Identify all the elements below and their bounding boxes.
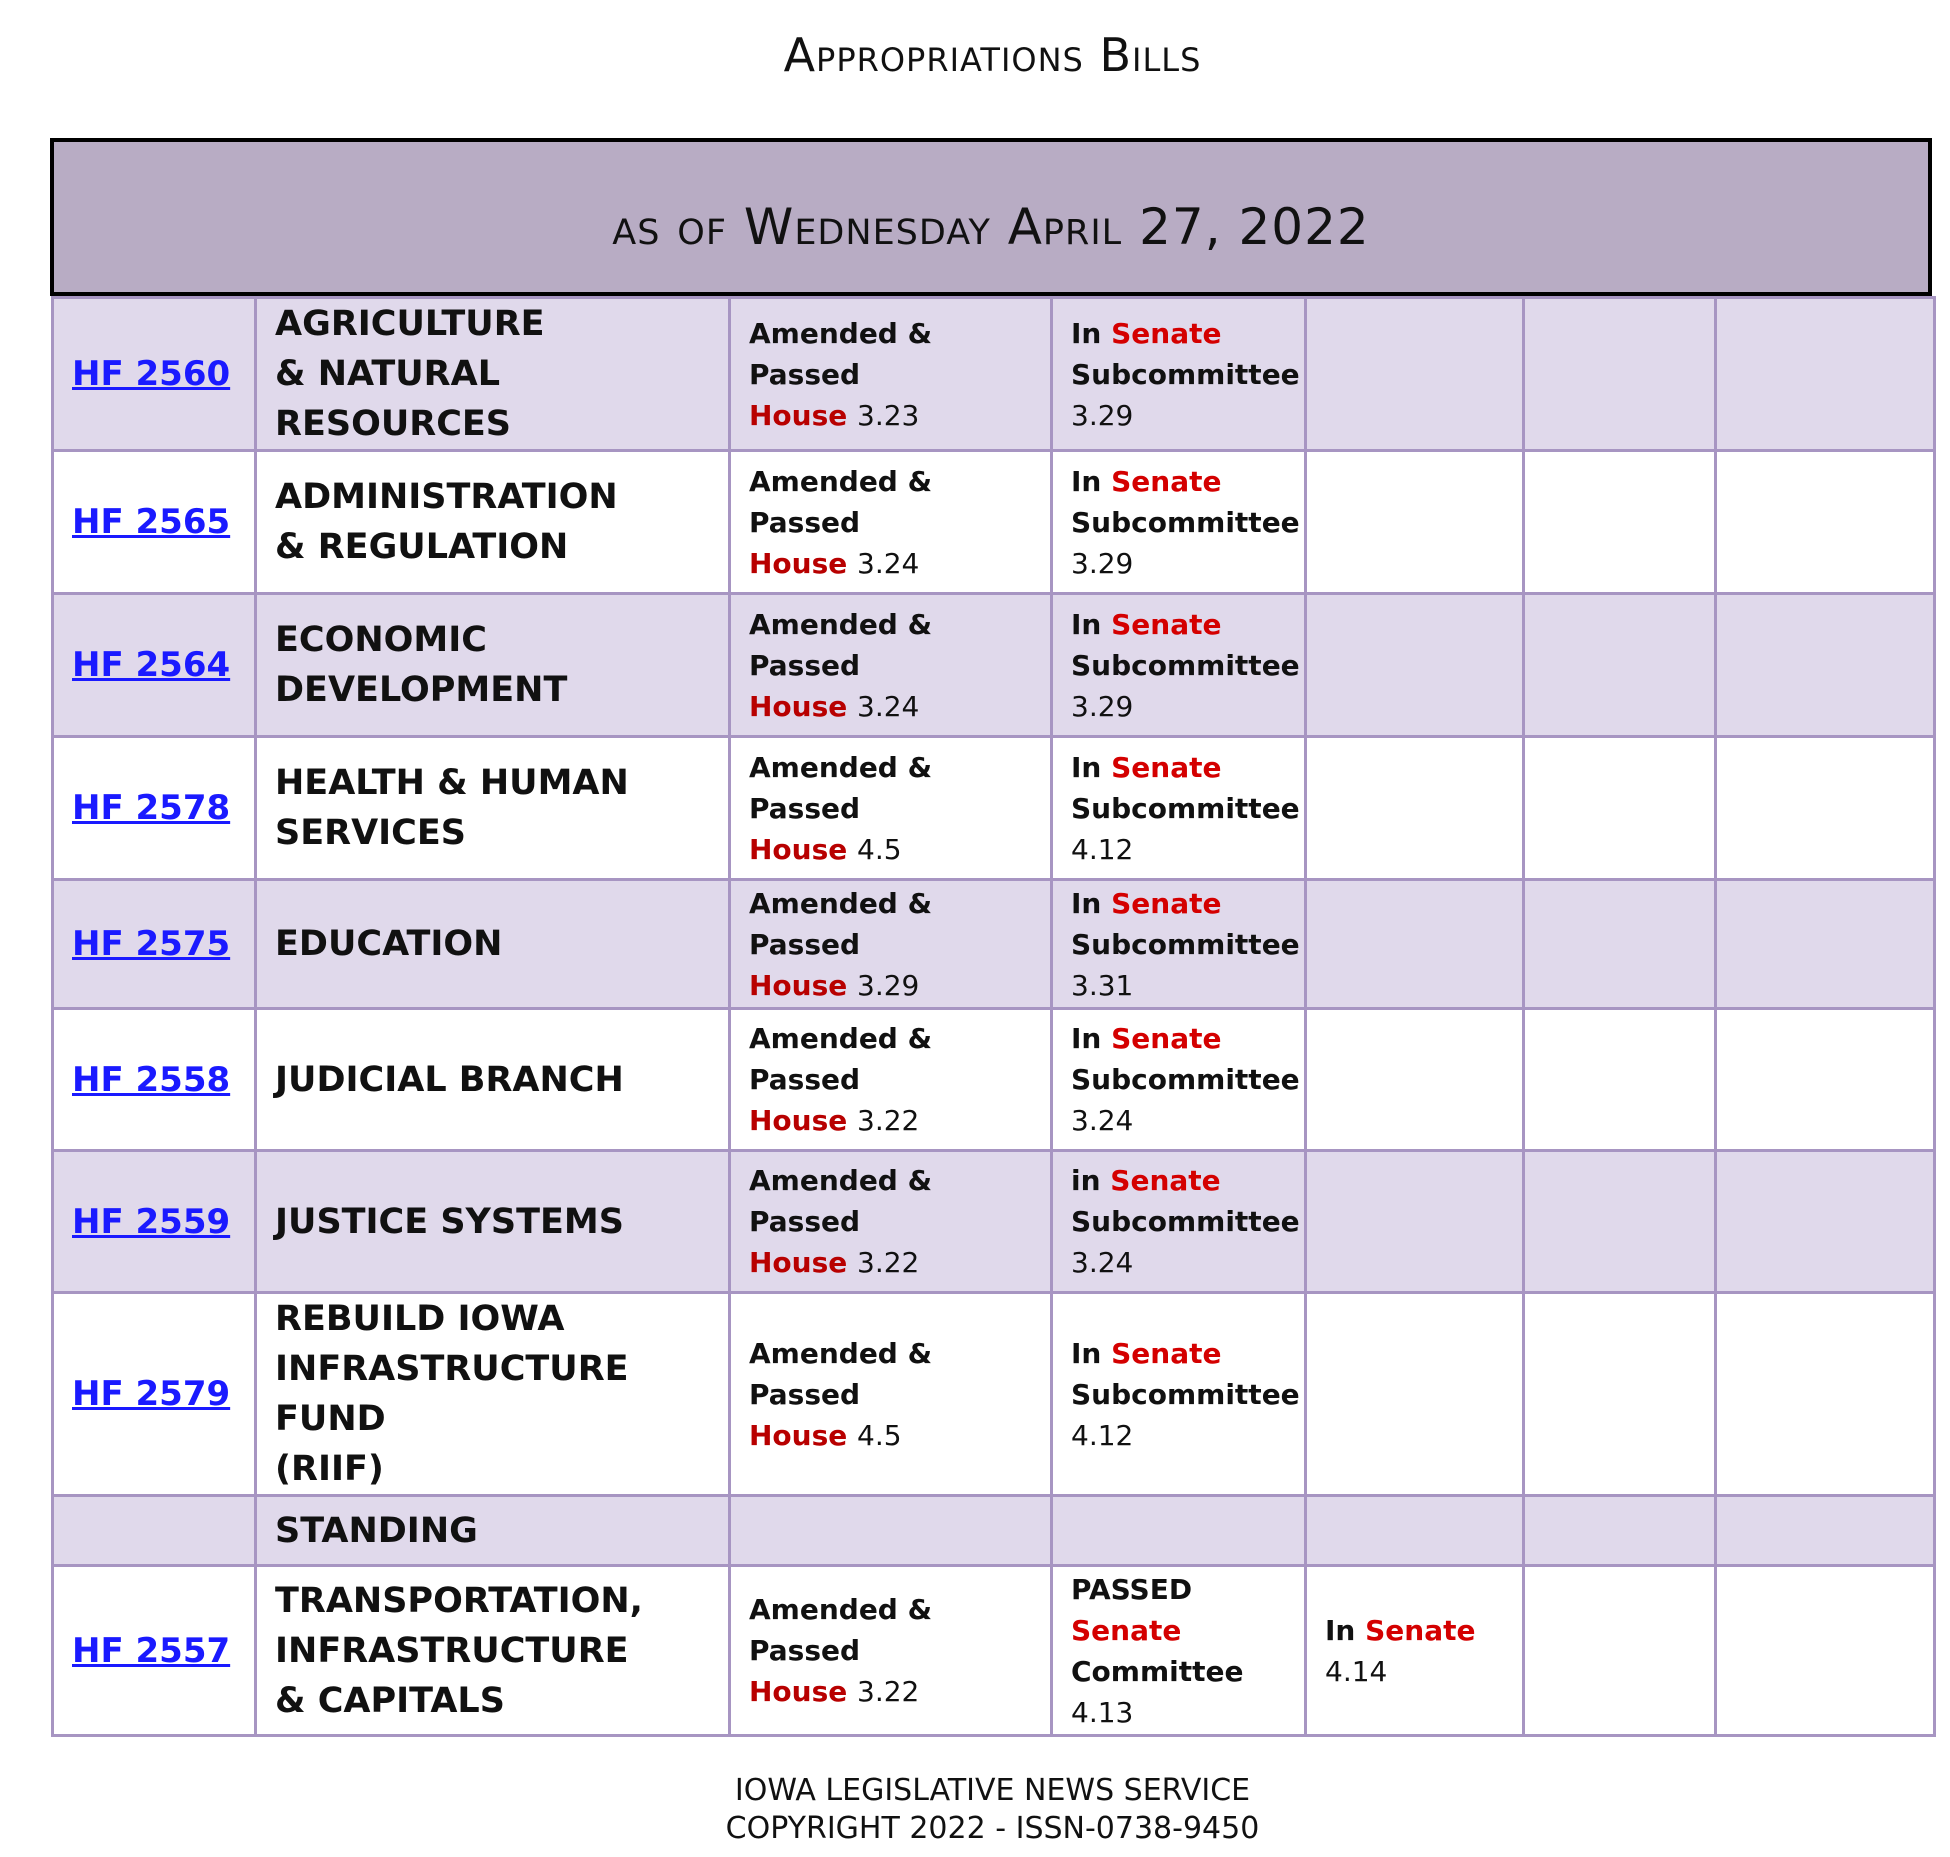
senate-date: 3.31 xyxy=(1071,968,1134,1002)
senate-date: 3.24 xyxy=(1071,1104,1134,1137)
bill-number-cell xyxy=(53,1293,256,1496)
senate-status-cell xyxy=(1052,880,1306,1009)
house-date: 3.23 xyxy=(857,398,920,432)
senate-label: Senate xyxy=(1111,316,1222,350)
empty-cell xyxy=(1524,880,1716,1009)
house-date: 3.24 xyxy=(857,546,920,580)
standing-row xyxy=(53,1496,1935,1566)
empty-cell xyxy=(1716,298,1935,451)
empty-cell xyxy=(1524,1009,1716,1151)
senate-stage: Subcommittee xyxy=(1071,648,1300,682)
bill-link[interactable]: HF 2564 xyxy=(72,645,231,685)
floor-date: 4.14 xyxy=(1325,1654,1388,1688)
senate-label: Senate xyxy=(1071,1613,1182,1647)
committee-cell xyxy=(256,1566,730,1736)
house-action: Amended & Passed xyxy=(749,316,933,391)
bill-link[interactable]: HF 2579 xyxy=(72,1374,231,1414)
empty-cell xyxy=(1306,1009,1524,1151)
house-status-cell xyxy=(730,1151,1052,1293)
bill-number-cell xyxy=(53,594,256,737)
empty-cell xyxy=(1524,1566,1716,1736)
bill-link[interactable]: HF 2558 xyxy=(72,1059,231,1100)
table-row xyxy=(53,880,1935,1009)
empty-cell xyxy=(1716,1009,1935,1151)
empty-cell xyxy=(53,1496,256,1566)
committee-line: & CAPITALS xyxy=(275,1680,505,1721)
bill-link[interactable]: HF 2575 xyxy=(72,924,231,964)
senate-date: 3.29 xyxy=(1071,689,1134,723)
table-row xyxy=(53,1293,1935,1496)
empty-cell xyxy=(1524,451,1716,594)
committee-line: & NATURAL RESOURCES xyxy=(275,354,511,444)
empty-cell xyxy=(1716,1496,1935,1566)
house-status-cell xyxy=(730,737,1052,880)
house-status-cell xyxy=(730,451,1052,594)
senate-prefix: In xyxy=(1071,750,1102,784)
floor-label: Senate xyxy=(1365,1613,1476,1647)
empty-cell xyxy=(1524,1293,1716,1496)
empty-cell xyxy=(1716,1566,1935,1736)
committee-line: ADMINISTRATION xyxy=(275,477,618,517)
committee-cell xyxy=(256,737,730,880)
senate-date: 3.29 xyxy=(1071,398,1134,432)
senate-prefix: In xyxy=(1071,886,1102,920)
bills-table xyxy=(51,296,1936,1737)
senate-label: Senate xyxy=(1111,464,1222,498)
senate-label: Senate xyxy=(1111,750,1222,784)
empty-cell xyxy=(1306,1151,1524,1293)
empty-cell xyxy=(730,1496,1052,1566)
committee-cell xyxy=(256,1293,730,1496)
senate-stage: Subcommittee xyxy=(1071,1205,1300,1238)
house-action: Amended & Passed xyxy=(749,1593,933,1667)
senate-label: Senate xyxy=(1111,1022,1222,1055)
senate-stage: Subcommittee xyxy=(1071,927,1300,961)
senate-prefix: PASSED xyxy=(1071,1572,1193,1606)
committee-cell xyxy=(256,1009,730,1151)
page-title: Appropriations Bills xyxy=(783,28,1202,82)
senate-prefix: In xyxy=(1071,607,1102,641)
bill-number-cell xyxy=(53,880,256,1009)
house-label: House xyxy=(749,1246,848,1279)
house-date: 3.22 xyxy=(857,1104,920,1137)
committee-line: JUDICIAL BRANCH xyxy=(275,1059,624,1100)
senate-status-cell xyxy=(1052,594,1306,737)
footer-line: IOWA LEGISLATIVE NEWS SERVICE xyxy=(734,1773,1251,1808)
empty-cell xyxy=(1524,594,1716,737)
empty-cell xyxy=(1306,451,1524,594)
senate-stage: Subcommittee xyxy=(1071,505,1300,539)
as-of-date: as of Wednesday April 27, 2022 xyxy=(612,198,1370,256)
senate-status-cell xyxy=(1052,298,1306,451)
house-status-cell xyxy=(730,594,1052,737)
empty-cell xyxy=(1052,1496,1306,1566)
house-label: House xyxy=(749,968,848,1002)
table-row xyxy=(53,737,1935,880)
house-date: 3.22 xyxy=(857,1675,920,1708)
house-date: 3.29 xyxy=(857,968,920,1002)
senate-stage: Subcommittee xyxy=(1071,1063,1300,1096)
senate-stage: Subcommittee xyxy=(1071,1377,1300,1411)
house-action: Amended & Passed xyxy=(749,886,933,961)
house-date: 4.5 xyxy=(857,832,902,866)
committee-line: ECONOMIC xyxy=(275,620,487,660)
committee-line: HEALTH & HUMAN xyxy=(275,763,629,803)
footer-line: COPYRIGHT 2022 - ISSN-0738-9450 xyxy=(725,1811,1260,1846)
table-row xyxy=(53,1151,1935,1293)
senate-date: 4.12 xyxy=(1071,832,1134,866)
committee-cell xyxy=(256,1151,730,1293)
house-action: Amended & Passed xyxy=(749,1336,933,1411)
house-label: House xyxy=(749,1675,848,1708)
senate-status-cell xyxy=(1052,1009,1306,1151)
committee-cell xyxy=(256,594,730,737)
senate-date: 3.29 xyxy=(1071,546,1134,580)
empty-cell xyxy=(1306,737,1524,880)
house-label: House xyxy=(749,689,848,723)
senate-date: 4.12 xyxy=(1071,1418,1134,1452)
senate-label: Senate xyxy=(1111,607,1222,641)
table-row xyxy=(53,1009,1935,1151)
empty-cell xyxy=(1716,594,1935,737)
floor-prefix: In xyxy=(1325,1613,1356,1647)
senate-date: 3.24 xyxy=(1071,1246,1134,1279)
house-label: House xyxy=(749,398,848,432)
senate-stage: Committee xyxy=(1071,1654,1244,1688)
house-action: Amended & Passed xyxy=(749,607,933,682)
bill-number-cell xyxy=(53,1009,256,1151)
committee-line: (RIIF) xyxy=(275,1449,384,1489)
standing-label: STANDING xyxy=(256,1496,730,1566)
empty-cell xyxy=(1306,1293,1524,1496)
house-date: 3.22 xyxy=(857,1246,920,1279)
footer xyxy=(0,1772,1950,1848)
senate-status-cell xyxy=(1052,1151,1306,1293)
committee-line: AGRICULTURE xyxy=(275,304,545,344)
committee-line: INFRASTRUCTURE xyxy=(275,1630,629,1671)
senate-label: Senate xyxy=(1111,1336,1222,1370)
empty-cell xyxy=(1524,737,1716,880)
bill-link[interactable]: HF 2578 xyxy=(72,788,231,828)
committee-line: INFRASTRUCTURE FUND xyxy=(275,1349,629,1439)
senate-prefix: In xyxy=(1071,316,1102,350)
house-status-cell xyxy=(730,1293,1052,1496)
bill-link[interactable]: HF 2557 xyxy=(72,1630,231,1671)
senate-label: Senate xyxy=(1111,886,1222,920)
house-label: House xyxy=(749,1418,848,1452)
table-row xyxy=(53,1566,1935,1736)
house-action: Amended & Passed xyxy=(749,464,933,539)
bill-number-cell xyxy=(53,1151,256,1293)
empty-cell xyxy=(1524,298,1716,451)
house-status-cell xyxy=(730,1566,1052,1736)
senate-floor-cell xyxy=(1306,1566,1524,1736)
senate-status-cell xyxy=(1052,1293,1306,1496)
bill-link[interactable]: HF 2560 xyxy=(72,354,231,394)
empty-cell xyxy=(1524,1496,1716,1566)
house-date: 3.24 xyxy=(857,689,920,723)
date-banner xyxy=(50,138,1932,296)
house-status-cell xyxy=(730,880,1052,1009)
senate-prefix: In xyxy=(1071,464,1102,498)
house-action: Amended & Passed xyxy=(749,1022,933,1096)
table-row xyxy=(53,594,1935,737)
senate-prefix: in xyxy=(1071,1164,1101,1197)
committee-line: REBUILD IOWA xyxy=(275,1299,565,1339)
empty-cell xyxy=(1306,298,1524,451)
committee-cell xyxy=(256,880,730,1009)
bill-number-cell xyxy=(53,298,256,451)
bill-number-cell xyxy=(53,1566,256,1736)
empty-cell xyxy=(1716,1293,1935,1496)
house-label: House xyxy=(749,832,848,866)
empty-cell xyxy=(1306,1496,1524,1566)
house-label: House xyxy=(749,1104,848,1137)
committee-line: TRANSPORTATION, xyxy=(275,1580,643,1621)
empty-cell xyxy=(1716,880,1935,1009)
empty-cell xyxy=(1716,451,1935,594)
committee-line: EDUCATION xyxy=(275,924,503,964)
empty-cell xyxy=(1716,1151,1935,1293)
committee-line: SERVICES xyxy=(275,813,466,853)
senate-status-cell xyxy=(1052,1566,1306,1736)
committee-line: & REGULATION xyxy=(275,527,569,567)
table-row xyxy=(53,451,1935,594)
senate-stage: Subcommittee xyxy=(1071,357,1300,391)
house-label: House xyxy=(749,546,848,580)
bill-number-cell xyxy=(53,737,256,880)
senate-status-cell xyxy=(1052,451,1306,594)
house-date: 4.5 xyxy=(857,1418,902,1452)
bill-number-cell xyxy=(53,451,256,594)
table-row xyxy=(53,298,1935,451)
house-action: Amended & Passed xyxy=(749,1164,933,1238)
senate-prefix: In xyxy=(1071,1022,1102,1055)
bill-link[interactable]: HF 2559 xyxy=(72,1201,231,1242)
empty-cell xyxy=(1306,880,1524,1009)
committee-cell xyxy=(256,298,730,451)
senate-stage: Subcommittee xyxy=(1071,791,1300,825)
committee-line: JUSTICE SYSTEMS xyxy=(275,1201,624,1242)
senate-prefix: In xyxy=(1071,1336,1102,1370)
house-status-cell xyxy=(730,1009,1052,1151)
empty-cell xyxy=(1716,737,1935,880)
committee-line: DEVELOPMENT xyxy=(275,670,568,710)
senate-status-cell xyxy=(1052,737,1306,880)
empty-cell xyxy=(1524,1151,1716,1293)
house-action: Amended & Passed xyxy=(749,750,933,825)
house-status-cell xyxy=(730,298,1052,451)
bill-link[interactable]: HF 2565 xyxy=(72,502,231,542)
empty-cell xyxy=(1306,594,1524,737)
senate-date: 4.13 xyxy=(1071,1695,1134,1729)
committee-cell xyxy=(256,451,730,594)
senate-label: Senate xyxy=(1110,1164,1221,1197)
